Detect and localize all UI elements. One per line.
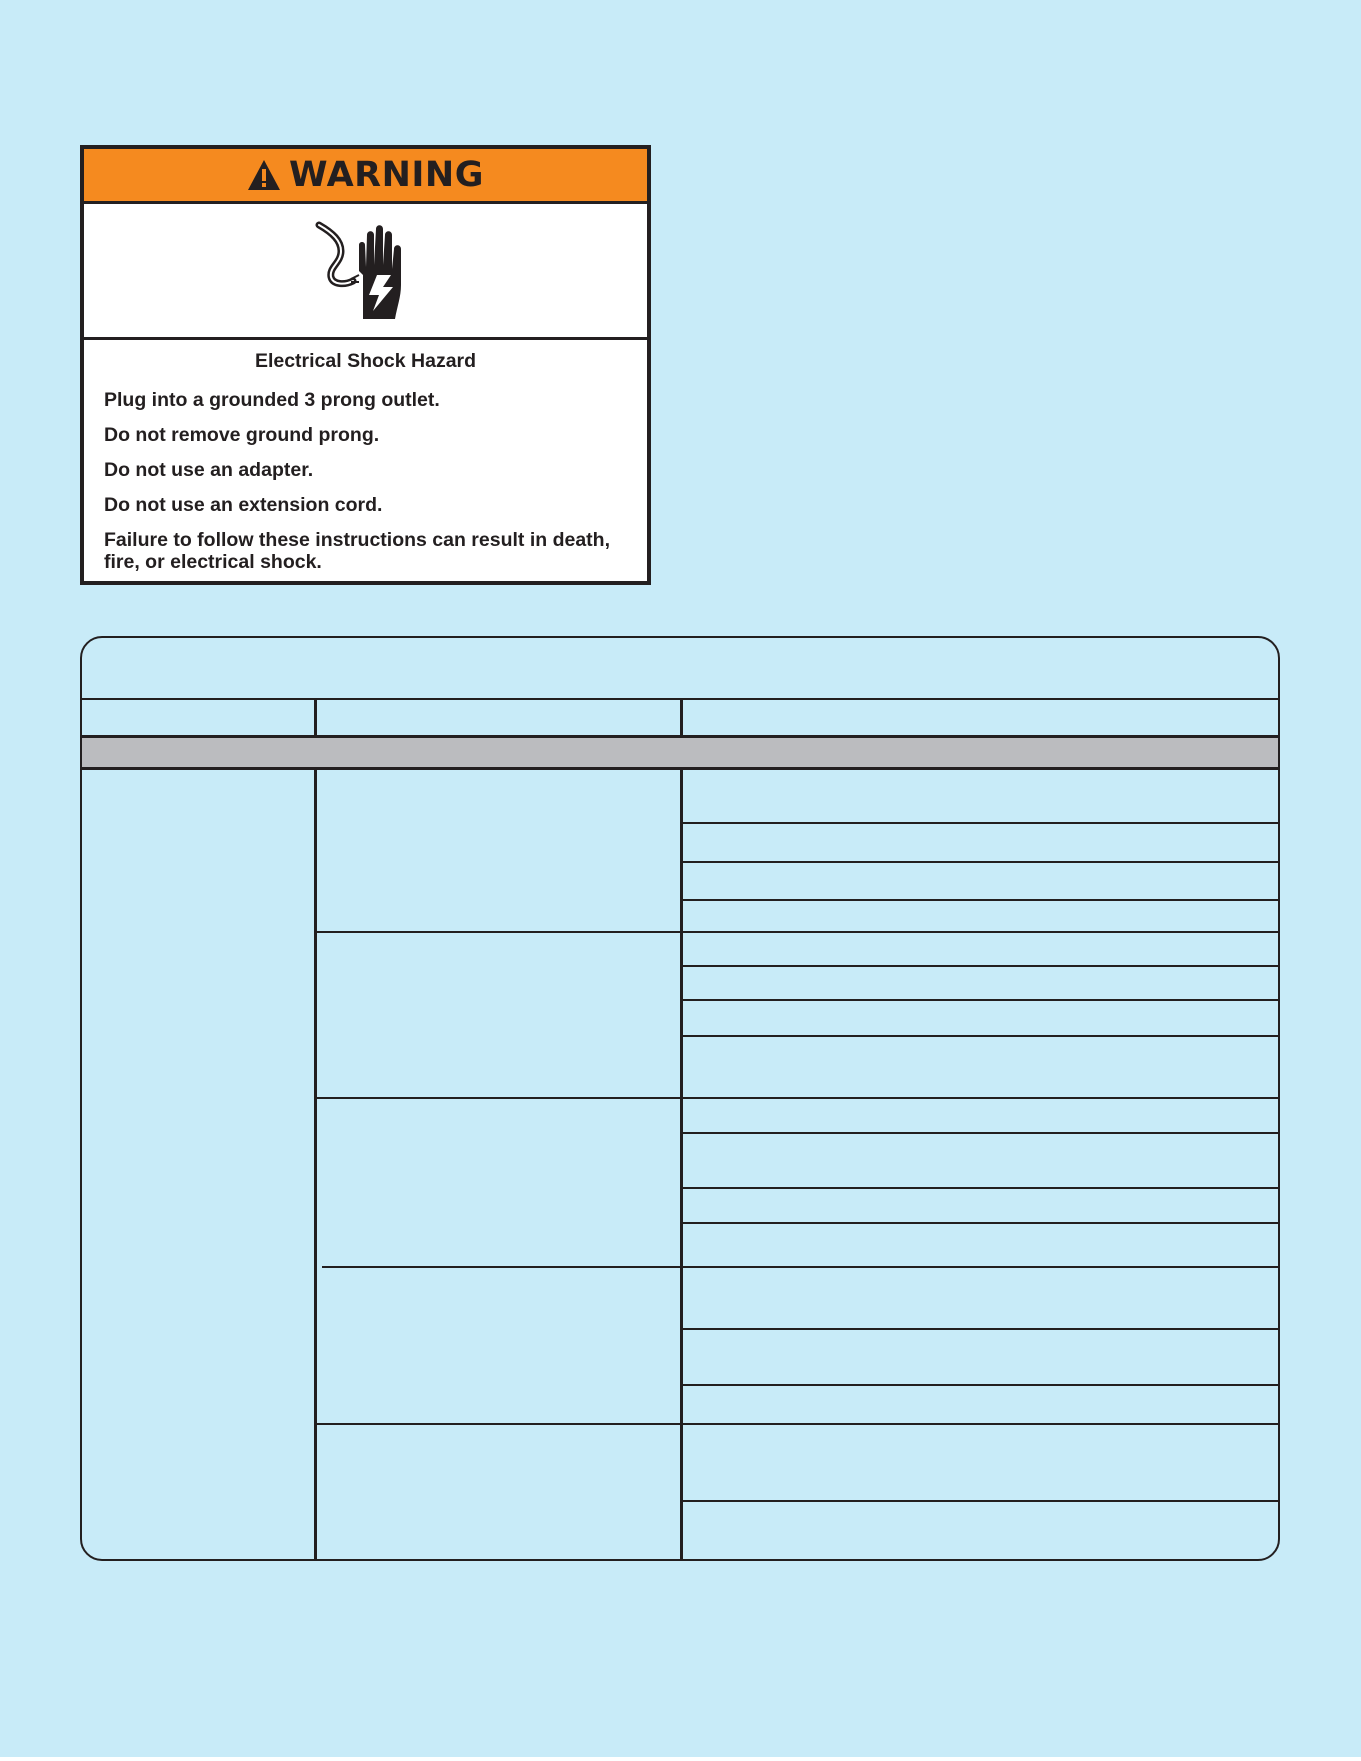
- warning-title: WARNING: [289, 155, 484, 195]
- instruction-ground-prong: Do not remove ground prong.: [104, 424, 380, 446]
- table-row-divider: [314, 1423, 683, 1425]
- warning-pictogram: [84, 204, 647, 340]
- table-row-divider: [314, 1097, 683, 1099]
- table-col-divider-1-header: [314, 698, 317, 735]
- table-col-divider-2: [680, 770, 683, 1561]
- troubleshooting-table: [80, 636, 1280, 1561]
- table-row-divider: [322, 1266, 683, 1268]
- table-row-divider: [680, 899, 1278, 901]
- instruction-extension-cord: Do not use an extension cord.: [104, 494, 383, 516]
- table-row-divider: [680, 1035, 1278, 1037]
- table-row-divider: [680, 1328, 1278, 1330]
- table-row-divider: [680, 1423, 1278, 1425]
- instruction-grounded-outlet: Plug into a grounded 3 prong outlet.: [104, 389, 440, 411]
- instruction-adapter: Do not use an adapter.: [104, 459, 314, 481]
- table-row-divider: [680, 1384, 1278, 1386]
- table-row-divider: [680, 1187, 1278, 1189]
- table-col-divider-2-header: [680, 698, 683, 735]
- warning-body: [84, 340, 647, 573]
- table-row-divider: [680, 1097, 1278, 1099]
- warning-label: [80, 145, 651, 585]
- instruction-failure-consequence: Failure to follow these instructions can result in death, fire, or electrical shock.: [104, 529, 610, 573]
- table-row-divider: [314, 931, 683, 933]
- electric-shock-hand-icon: [311, 215, 421, 327]
- table-row-divider: [680, 1222, 1278, 1224]
- table-row-divider: [680, 965, 1278, 967]
- table-row-divider: [680, 822, 1278, 824]
- hazard-title: Electrical Shock Hazard: [254, 350, 477, 372]
- table-row-divider: [680, 931, 1278, 933]
- table-section-band: [82, 735, 1278, 770]
- table-col-divider-1: [314, 770, 317, 1561]
- table-row-divider: [680, 861, 1278, 863]
- warning-triangle-icon: [247, 159, 281, 191]
- warning-header: [84, 149, 647, 204]
- page-bottom-strip: [0, 1757, 1361, 1761]
- table-row-divider: [680, 1500, 1278, 1502]
- table-row-divider: [680, 1132, 1278, 1134]
- table-row-divider: [680, 999, 1278, 1001]
- table-row-divider: [680, 1266, 1278, 1268]
